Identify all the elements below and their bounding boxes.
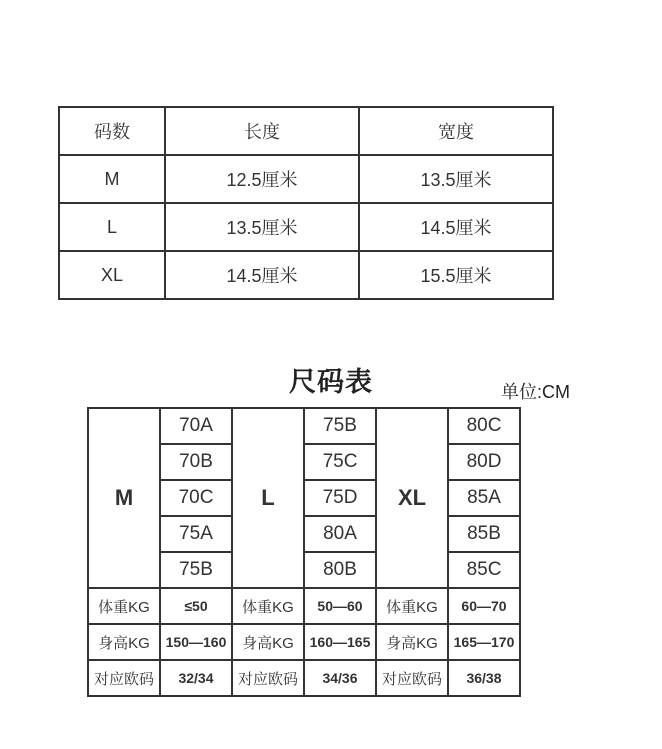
weight-label: 体重KG [376, 588, 448, 624]
unit-label: 单位:CM [501, 382, 570, 402]
header-length: 长度 [165, 107, 359, 155]
weight-value: ≤50 [160, 588, 232, 624]
size-l-label: L [232, 408, 304, 588]
weight-label: 体重KG [232, 588, 304, 624]
cup-cell: 75C [304, 444, 376, 480]
cup-cell: 75B [160, 552, 232, 588]
row-width: 15.5厘米 [359, 251, 553, 299]
eu-size-label: 对应欧码 [232, 660, 304, 696]
eu-size-row [88, 660, 520, 696]
cup-cell: 70C [160, 480, 232, 516]
row-width: 14.5厘米 [359, 203, 553, 251]
header-width: 宽度 [359, 107, 553, 155]
eu-size-label: 对应欧码 [88, 660, 160, 696]
height-label: 身高KG [376, 624, 448, 660]
height-label: 身高KG [232, 624, 304, 660]
row-length: 13.5厘米 [165, 203, 359, 251]
weight-value: 50—60 [304, 588, 376, 624]
cup-cell: 75A [160, 516, 232, 552]
weight-label: 体重KG [88, 588, 160, 624]
row-size: L [59, 203, 165, 251]
height-row [88, 624, 520, 660]
size-m-label: M [88, 408, 160, 588]
cup-cell: 85A [448, 480, 520, 516]
eu-size-value: 34/36 [304, 660, 376, 696]
weight-value: 60—70 [448, 588, 520, 624]
size-table [58, 106, 554, 300]
cup-cell: 70B [160, 444, 232, 480]
cup-cell: 80C [448, 408, 520, 444]
cup-cell: 70A [160, 408, 232, 444]
cup-cell: 80B [304, 552, 376, 588]
table-row [59, 251, 553, 299]
cup-cell: 85B [448, 516, 520, 552]
height-value: 150—160 [160, 624, 232, 660]
height-value: 165—170 [448, 624, 520, 660]
cup-cell: 75B [304, 408, 376, 444]
cup-cell: 80D [448, 444, 520, 480]
eu-size-label: 对应欧码 [376, 660, 448, 696]
table-row [88, 408, 520, 444]
height-label: 身高KG [88, 624, 160, 660]
header-size: 码数 [59, 107, 165, 155]
chart-title: 尺码表 [289, 367, 373, 397]
row-length: 14.5厘米 [165, 251, 359, 299]
cup-cell: 85C [448, 552, 520, 588]
eu-size-value: 32/34 [160, 660, 232, 696]
bra-size-chart [87, 407, 521, 697]
row-size: M [59, 155, 165, 203]
cup-cell: 80A [304, 516, 376, 552]
eu-size-value: 36/38 [448, 660, 520, 696]
height-value: 160—165 [304, 624, 376, 660]
weight-row [88, 588, 520, 624]
table-row [59, 203, 553, 251]
size-xl-label: XL [376, 408, 448, 588]
table-row [59, 155, 553, 203]
size-table-header-row [59, 107, 553, 155]
row-size: XL [59, 251, 165, 299]
cup-cell: 75D [304, 480, 376, 516]
row-width: 13.5厘米 [359, 155, 553, 203]
row-length: 12.5厘米 [165, 155, 359, 203]
